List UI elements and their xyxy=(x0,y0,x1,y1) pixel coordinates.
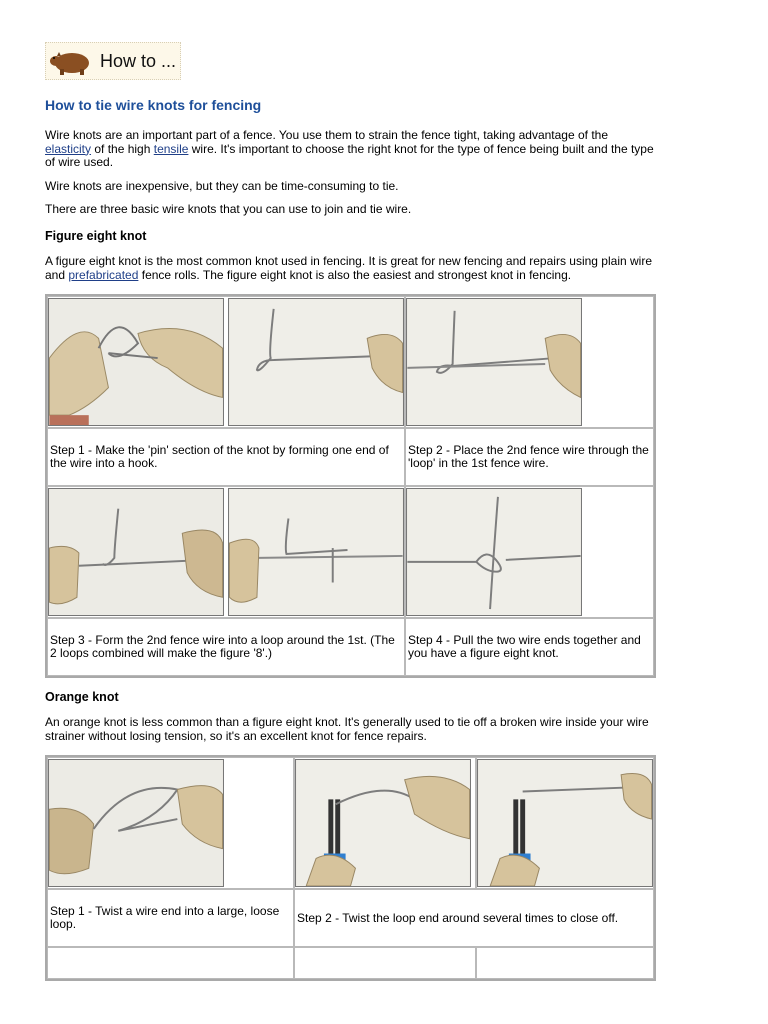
orange-photo-cell-3 xyxy=(476,757,654,889)
empty-cell xyxy=(476,947,654,979)
wombat-icon xyxy=(48,45,94,77)
empty-cell xyxy=(294,947,476,979)
intro-paragraph xyxy=(45,129,656,170)
orange-knot-steps-table xyxy=(45,755,656,981)
intro-text-1: Wire knots are an important part of a fence. You use them to strain the fence tight, taking advantage of the xyxy=(45,128,609,142)
step-4-photo xyxy=(406,488,582,616)
step-2-photo-b xyxy=(406,298,582,426)
fig8-desc-text-2: fence rolls. The figure eight knot is also the easiest and strongest knot in fencing. xyxy=(138,267,572,282)
how-to-logo[interactable] xyxy=(45,42,181,80)
table-row xyxy=(47,889,654,947)
orange-knot-heading: Orange knot xyxy=(45,690,119,705)
step-3-photo-b xyxy=(228,488,404,616)
photo-cell-step-3 xyxy=(47,486,405,618)
step-2-caption: Step 2 - Place the 2nd fence wire through the 'loop' in the 1st fence wire. xyxy=(405,428,654,486)
step-4-caption: Step 4 - Pull the two wire ends together and you have a figure eight knot. xyxy=(405,618,654,676)
step-3-photo-a xyxy=(48,488,224,616)
orange-step-2-photo-a xyxy=(295,759,471,887)
elasticity-link[interactable]: elasticity xyxy=(45,141,92,156)
step-2-photo-a xyxy=(228,298,404,426)
figure-eight-steps-table xyxy=(45,294,656,678)
table-row xyxy=(47,486,654,618)
prefabricated-link[interactable]: prefabricated xyxy=(68,267,139,282)
table-row xyxy=(47,428,654,486)
orange-photo-cell-2 xyxy=(294,757,476,889)
table-row xyxy=(47,618,654,676)
page-content xyxy=(45,42,656,981)
orange-photo-cell-1 xyxy=(47,757,294,889)
photo-cell-step-1 xyxy=(47,296,405,428)
page-title: How to tie wire knots for fencing xyxy=(45,97,262,113)
cost-paragraph: Wire knots are inexpensive, but they can be time-consuming to tie. xyxy=(45,178,399,193)
table-row xyxy=(47,947,654,979)
intro-text-3: wire. It's important to choose the right knot for the type of fence being built and the type of wire used. xyxy=(45,141,654,170)
intro-text-2: of the high xyxy=(91,141,154,156)
photo-cell-step-2 xyxy=(405,296,654,428)
orange-step-2-photo-b xyxy=(477,759,653,887)
step-1-photo xyxy=(48,298,224,426)
figure-eight-heading: Figure eight knot xyxy=(45,228,147,243)
logo-text: How to ... xyxy=(100,50,177,71)
table-row xyxy=(47,296,654,428)
orange-knot-description: An orange knot is less common than a figure eight knot. It's generally used to tie off a broken wire inside your wire strainer without losing tension, so it's an excellent knot for fence repairs. xyxy=(45,715,649,743)
table-row xyxy=(47,757,654,889)
empty-cell xyxy=(47,947,294,979)
step-1-caption: Step 1 - Make the 'pin' section of the knot by forming one end of the wire into a hook. xyxy=(47,428,405,486)
figure-eight-description xyxy=(45,255,656,282)
tensile-link[interactable]: tensile xyxy=(153,141,189,156)
photo-cell-step-4 xyxy=(405,486,654,618)
basic-knots-paragraph: There are three basic wire knots that you can use to join and tie wire. xyxy=(45,202,412,217)
orange-step-2-caption: Step 2 - Twist the loop end around several times to close off. xyxy=(294,889,654,947)
step-3-caption: Step 3 - Form the 2nd fence wire into a loop around the 1st. (The 2 loops combined will make the figure '8'.) xyxy=(47,618,405,676)
fig8-desc-text-1: A figure eight knot is the most common knot used in fencing. It is great for new fencing and repairs using plain wire and xyxy=(45,253,652,282)
orange-step-1-caption: Step 1 - Twist a wire end into a large, loose loop. xyxy=(47,889,294,947)
orange-step-1-photo xyxy=(48,759,224,887)
